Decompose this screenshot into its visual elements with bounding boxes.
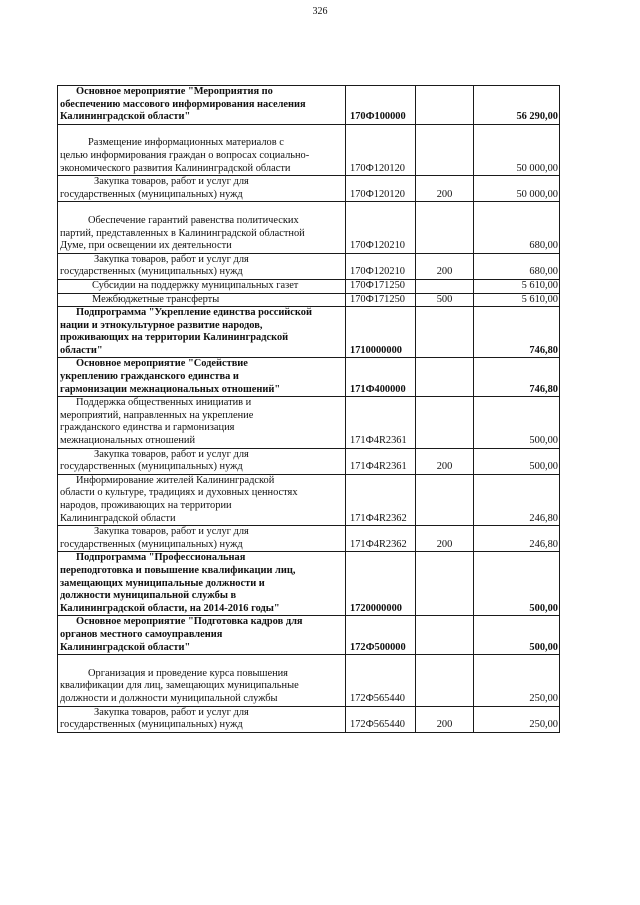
- row-name-line: области о культуре, традициях и духовных ценностях: [60, 487, 298, 499]
- row-name-line: квалификации для лиц, замещающих муниципальные: [60, 680, 299, 692]
- row-name-cell: [58, 253, 346, 279]
- row-code-cell: 171Ф400000: [346, 358, 416, 397]
- row-name-line: партий, представленных в Калининградской областной: [60, 227, 305, 239]
- row-name-cell: [58, 474, 346, 525]
- row-expense-type-cell: 200: [416, 448, 474, 474]
- row-amount-cell: 500,00: [474, 448, 560, 474]
- row-expense-type-cell: 200: [416, 526, 474, 552]
- row-amount-cell: 250,00: [474, 706, 560, 732]
- row-amount-cell: 500,00: [474, 616, 560, 655]
- row-code-cell: 171Ф4R2361: [346, 397, 416, 448]
- row-name-line: Организация и проведение курса повышения: [88, 667, 288, 679]
- table-row: [58, 293, 560, 307]
- table-row: [58, 397, 560, 448]
- table-row: [58, 474, 560, 525]
- row-name-cell: [58, 307, 346, 358]
- row-code-cell: 170Ф120210: [346, 202, 416, 253]
- row-code-cell: 170Ф120120: [346, 176, 416, 202]
- row-amount-cell: 5 610,00: [474, 293, 560, 307]
- row-code-cell: 1710000000: [346, 307, 416, 358]
- row-expense-type-cell: [416, 86, 474, 125]
- row-name-line: Размещение информационных материалов с: [88, 137, 284, 149]
- row-expense-type-cell: [416, 397, 474, 448]
- row-name-cell: [58, 655, 346, 706]
- row-name-line: области": [60, 344, 103, 356]
- row-expense-type-cell: [416, 124, 474, 175]
- table-row: [58, 552, 560, 616]
- row-name-line: целью информирования граждан о вопросах социально-: [60, 149, 310, 161]
- row-code-cell: 172Ф500000: [346, 616, 416, 655]
- row-amount-cell: 500,00: [474, 552, 560, 616]
- row-code-cell: 170Ф171250: [346, 279, 416, 293]
- row-name-line: Калининградской области, на 2014-2016 годы": [60, 602, 280, 614]
- row-code-cell: 170Ф171250: [346, 293, 416, 307]
- row-code-cell: 172Ф565440: [346, 706, 416, 732]
- table-row: [58, 358, 560, 397]
- row-name-line: обеспечению массового информирования населения: [60, 98, 306, 110]
- row-amount-cell: 746,80: [474, 307, 560, 358]
- row-name-cell: [58, 202, 346, 253]
- row-name-line: Закупка товаров, работ и услуг для: [94, 448, 249, 460]
- row-name-line: Закупка товаров, работ и услуг для: [94, 526, 249, 538]
- row-amount-cell: 680,00: [474, 253, 560, 279]
- row-name-line: Подпрограмма "Профессиональная: [76, 552, 246, 564]
- table-row: [58, 176, 560, 202]
- row-name-cell: [58, 293, 346, 307]
- row-expense-type-cell: [416, 358, 474, 397]
- row-amount-cell: 500,00: [474, 397, 560, 448]
- row-name-line: замещающих муниципальные должности и: [60, 577, 265, 589]
- row-expense-type-cell: [416, 474, 474, 525]
- row-expense-type-cell: [416, 279, 474, 293]
- row-name-line: государственных (муниципальных) нужд: [60, 266, 243, 278]
- table-body: [58, 86, 560, 733]
- row-expense-type-cell: 500: [416, 293, 474, 307]
- table-row: [58, 706, 560, 732]
- row-expense-type-cell: [416, 616, 474, 655]
- page-number: 326: [312, 6, 328, 17]
- row-name-line: должности и должности муниципальной службы: [60, 692, 278, 704]
- row-amount-cell: 680,00: [474, 202, 560, 253]
- row-name-line: государственных (муниципальных) нужд: [60, 719, 243, 731]
- row-expense-type-cell: 200: [416, 706, 474, 732]
- row-code-cell: 171Ф4R2361: [346, 448, 416, 474]
- table-row: [58, 279, 560, 293]
- row-name-line: Закупка товаров, работ и услуг для: [94, 706, 249, 718]
- row-code-cell: 170Ф120120: [346, 124, 416, 175]
- row-name-line: Субсидии на поддержку муниципальных газет: [92, 279, 299, 291]
- row-name-cell: [58, 279, 346, 293]
- table-row: [58, 253, 560, 279]
- row-name-cell: [58, 397, 346, 448]
- row-name-line: Основное мероприятие "Мероприятия по: [76, 86, 273, 97]
- row-name-line: проживающих на территории Калининградской: [60, 332, 289, 344]
- row-name-cell: [58, 358, 346, 397]
- row-amount-cell: 246,80: [474, 474, 560, 525]
- row-code-cell: 170Ф100000: [346, 86, 416, 125]
- row-name-line: гармонизации межнациональных отношений": [60, 383, 281, 395]
- row-name-cell: [58, 124, 346, 175]
- row-name-cell: [58, 526, 346, 552]
- row-name-line: нации и этнокультурное развитие народов,: [60, 319, 263, 331]
- row-name-cell: [58, 706, 346, 732]
- table-row: [58, 307, 560, 358]
- row-expense-type-cell: 200: [416, 176, 474, 202]
- row-code-cell: 1720000000: [346, 552, 416, 616]
- table-row: [58, 124, 560, 175]
- row-expense-type-cell: [416, 202, 474, 253]
- row-name-line: [60, 125, 343, 138]
- row-amount-cell: 250,00: [474, 655, 560, 706]
- table-row: [58, 526, 560, 552]
- row-name-cell: [58, 552, 346, 616]
- row-expense-type-cell: [416, 655, 474, 706]
- row-name-line: государственных (муниципальных) нужд: [60, 188, 243, 200]
- row-name-line: Закупка товаров, работ и услуг для: [94, 253, 249, 265]
- row-name-line: народов, проживающих на территории: [60, 500, 232, 511]
- row-expense-type-cell: [416, 552, 474, 616]
- row-name-line: Думе, при освещении их деятельности: [60, 240, 232, 252]
- row-name-line: Поддержка общественных инициатив и: [76, 397, 252, 409]
- table-row: [58, 86, 560, 125]
- row-expense-type-cell: 200: [416, 253, 474, 279]
- row-name-line: Калининградской области": [60, 641, 191, 653]
- row-name-line: Основное мероприятие "Содействие: [76, 358, 248, 370]
- row-name-line: [60, 202, 343, 215]
- row-name-line: государственных (муниципальных) нужд: [60, 461, 243, 473]
- row-expense-type-cell: [416, 307, 474, 358]
- row-name-line: Обеспечение гарантий равенства политических: [88, 214, 299, 226]
- table-row: [58, 448, 560, 474]
- row-name-line: Межбюджетные трансферты: [92, 293, 220, 305]
- row-name-line: [60, 655, 343, 668]
- row-amount-cell: 5 610,00: [474, 279, 560, 293]
- row-amount-cell: 50 000,00: [474, 176, 560, 202]
- row-amount-cell: 746,80: [474, 358, 560, 397]
- row-name-line: должности муниципальной службы в: [60, 590, 237, 602]
- row-name-line: переподготовка и повышение квалификации лиц,: [60, 564, 296, 576]
- row-name-cell: [58, 616, 346, 655]
- row-name-line: Закупка товаров, работ и услуг для: [94, 176, 249, 188]
- table-row: [58, 202, 560, 253]
- table-row: [58, 616, 560, 655]
- row-name-line: Информирование жителей Калининградской: [76, 474, 275, 486]
- row-name-cell: [58, 176, 346, 202]
- row-name-line: мероприятий, направленных на укрепление: [60, 409, 254, 421]
- row-name-line: экономического развития Калининградской области: [60, 162, 291, 174]
- row-name-line: Калининградской области: [60, 512, 176, 524]
- budget-table: [57, 85, 560, 733]
- row-name-cell: [58, 448, 346, 474]
- table-row: [58, 655, 560, 706]
- row-name-line: укреплению гражданского единства и: [60, 371, 239, 383]
- row-amount-cell: 50 000,00: [474, 124, 560, 175]
- row-name-cell: [58, 86, 346, 125]
- row-name-line: гражданского единства и гармонизация: [60, 422, 235, 434]
- row-amount-cell: 246,80: [474, 526, 560, 552]
- row-name-line: межнациональных отношений: [60, 435, 196, 447]
- row-name-line: Подпрограмма "Укрепление единства российской: [76, 307, 312, 319]
- row-name-line: Калининградской области": [60, 111, 191, 123]
- row-code-cell: 171Ф4R2362: [346, 526, 416, 552]
- row-name-line: государственных (муниципальных) нужд: [60, 538, 243, 550]
- row-code-cell: 170Ф120210: [346, 253, 416, 279]
- row-code-cell: 172Ф565440: [346, 655, 416, 706]
- row-name-line: органов местного самоуправления: [60, 628, 223, 640]
- row-name-line: Основное мероприятие "Подготовка кадров для: [76, 616, 303, 628]
- row-code-cell: 171Ф4R2362: [346, 474, 416, 525]
- row-amount-cell: 56 290,00: [474, 86, 560, 125]
